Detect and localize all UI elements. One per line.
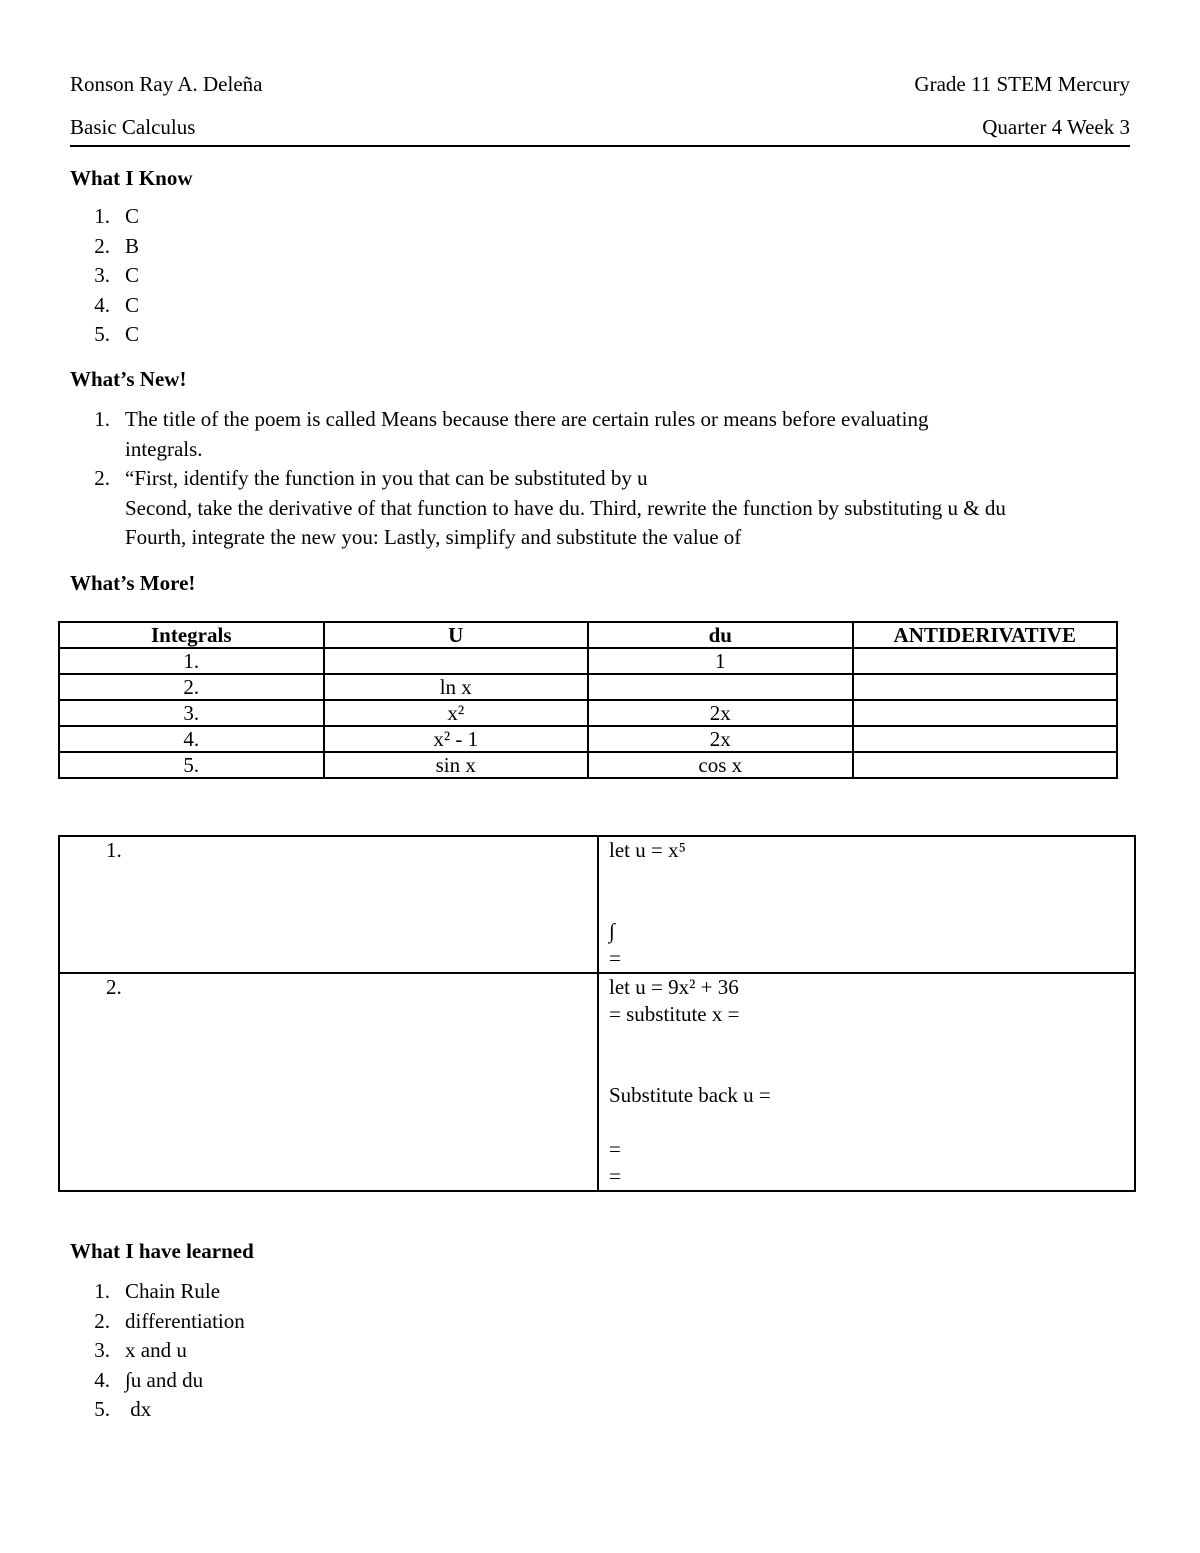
answer-list	[70, 1277, 1130, 1425]
list-item: 3. C	[94, 263, 140, 288]
list-item: 1. Chain Rule	[94, 1279, 221, 1304]
section-title: What I Know	[70, 166, 193, 190]
solution-table	[58, 835, 1136, 1192]
section-title: What’s New!	[70, 366, 187, 391]
problem-cell: 2.	[59, 973, 598, 1191]
table-row: 2. ln x	[59, 674, 1117, 700]
substitution-table	[58, 621, 1118, 779]
list-item: 2. differentiation	[94, 1308, 245, 1333]
table-row	[59, 973, 1135, 1191]
list-item: 1. C	[94, 204, 140, 229]
column-header: du	[588, 622, 853, 648]
list-item: 5. C	[94, 322, 140, 347]
list-item: 3. x and u	[94, 1338, 187, 1363]
student-name: Ronson Ray A. Deleña	[70, 72, 263, 96]
problem-cell: 1.	[59, 836, 598, 973]
whats-new-section	[70, 365, 1130, 553]
header-divider	[70, 145, 1130, 147]
column-header: U	[324, 622, 589, 648]
table-row	[59, 836, 1135, 973]
section-title: What I have learned	[70, 1239, 254, 1263]
table-row: 3. x² 2x	[59, 700, 1117, 726]
whats-more-section	[70, 569, 1130, 598]
table-row: 4. x² - 1 2x	[59, 726, 1117, 752]
list-item: 5. dx	[94, 1397, 152, 1422]
document-page	[70, 70, 1130, 598]
header-row-2	[70, 113, 1130, 147]
column-header: Integrals	[59, 622, 324, 648]
list-item: 4. C	[94, 292, 140, 317]
what-i-know-section	[70, 164, 1130, 350]
what-i-learned-section	[70, 1237, 1130, 1425]
list-item: 1. The title of the poem is called Means because there are certain rules or means before evaluating integrals.	[94, 407, 929, 461]
list-item: 2. “First, identify the function in you that can be substituted by u Second, take the derivative of that function to have du. Third, rewrite the function by substituting u & du Fourth, integrate the new you: Lastly, simplify and substitute the value of	[94, 466, 1006, 550]
table-header-row	[59, 622, 1117, 648]
header-row-1	[70, 70, 1130, 104]
table-row: 5. sin x cos x	[59, 752, 1117, 778]
list-item: 4. ∫u and du	[94, 1367, 204, 1392]
grade-section: Grade 11 STEM Mercury	[914, 72, 1130, 96]
section-title: What’s More!	[70, 570, 196, 595]
quarter-week: Quarter 4 Week 3	[982, 115, 1130, 139]
solution-cell: let u = x⁵ ∫ =	[598, 836, 1135, 973]
answer-list	[70, 202, 1130, 350]
column-header: ANTIDERIVATIVE	[853, 622, 1118, 648]
list-item: 2. B	[94, 233, 140, 258]
table-row: 1. 1	[59, 648, 1117, 674]
answer-list	[70, 405, 1130, 553]
solution-cell: let u = 9x² + 36 = substitute x = Substitute back u = = =	[598, 973, 1135, 1191]
subject-name: Basic Calculus	[70, 115, 196, 139]
